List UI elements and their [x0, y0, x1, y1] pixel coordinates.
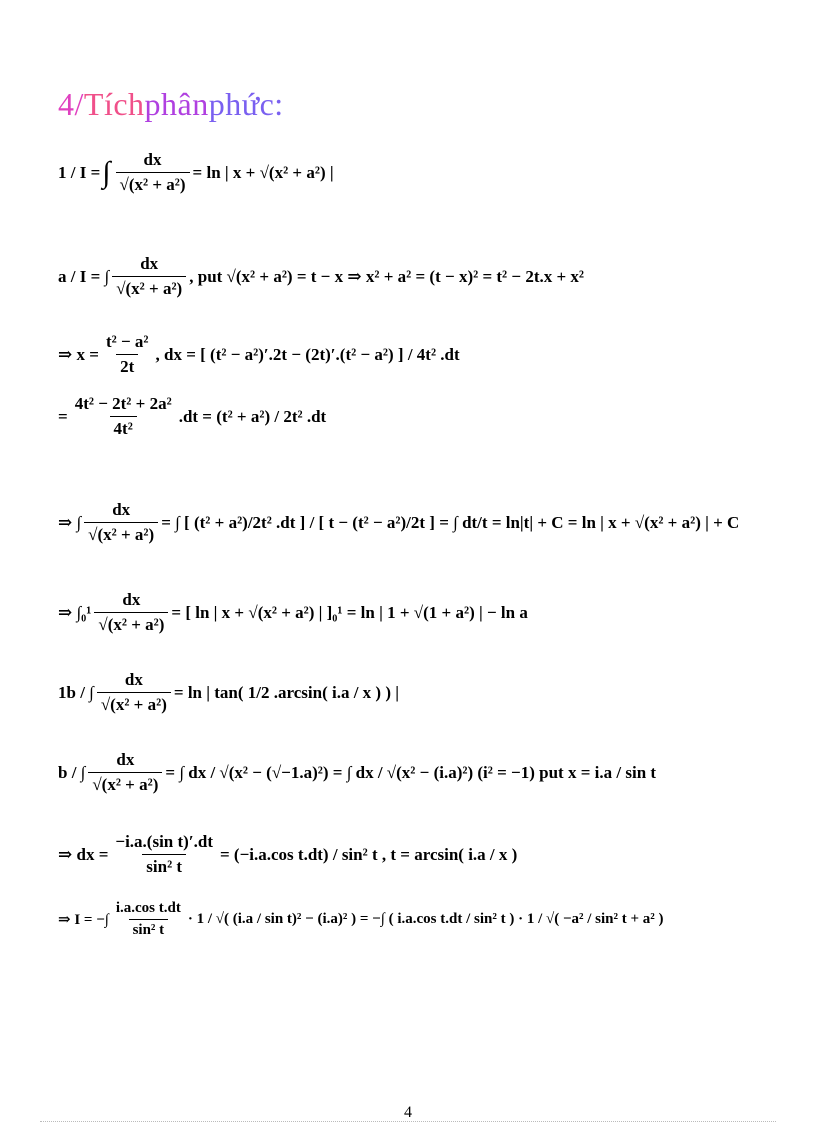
formula-label: 1 / I = — [58, 162, 101, 182]
heading-part: phân — [144, 86, 209, 122]
fraction — [102, 332, 153, 377]
formula-rest: = ln | tan( 1/2 .arcsin( i.a / x ) ) | — [173, 682, 399, 702]
fraction — [97, 670, 171, 715]
fraction — [94, 590, 168, 635]
numerator: dx — [112, 500, 131, 519]
section-heading — [58, 86, 284, 123]
denominator: sin² t — [129, 919, 169, 939]
formula-label: ⇒ I = −∫ — [58, 912, 109, 928]
denominator: 4t² — [110, 416, 137, 439]
denominator: √(x² + a²) — [112, 276, 186, 299]
numerator: i.a.cos t.dt — [115, 900, 181, 916]
formula-rest: .dt = (t² + a²) / 2t² .dt — [178, 406, 327, 426]
formula-label: b / ∫ — [58, 762, 86, 782]
heading-part: phức: — [208, 86, 284, 122]
formula-line — [58, 900, 664, 939]
denominator: √(x² + a²) — [94, 612, 168, 635]
numerator: t² − a² — [105, 332, 149, 351]
numerator: dx — [143, 150, 162, 169]
denominator: sin² t — [142, 854, 186, 877]
formula-line — [58, 750, 656, 795]
heading-part: 4/ — [58, 86, 84, 122]
formula-line — [58, 590, 528, 635]
formula-label: ⇒ dx = — [58, 844, 109, 864]
formula-label: ⇒ ∫₀¹ — [58, 602, 92, 622]
footer-divider — [40, 1121, 776, 1122]
formula-line — [58, 670, 399, 715]
fraction — [116, 150, 190, 195]
heading-part: Tích — [83, 86, 145, 122]
numerator: −i.a.(sin t)′.dt — [115, 832, 213, 851]
numerator: 4t² − 2t² + 2a² — [74, 394, 172, 413]
formula-label: ⇒ ∫ — [58, 512, 82, 532]
denominator: √(x² + a²) — [97, 692, 171, 715]
formula-rest: · 1 / √( (i.a / sin t)² − (i.a)² ) = −∫ ( i.a.cos t.dt / sin² t ) · 1 / √( −a² / sin² t + a² ) — [187, 911, 664, 927]
formula-label: ⇒ x = — [58, 344, 99, 364]
fraction — [111, 832, 217, 877]
formula-label: = — [58, 406, 68, 426]
numerator: dx — [122, 590, 141, 609]
denominator: √(x² + a²) — [88, 772, 162, 795]
formula-line — [58, 150, 334, 195]
denominator: √(x² + a²) — [84, 522, 158, 545]
numerator: dx — [116, 750, 135, 769]
formula-label: 1b / ∫ — [58, 682, 94, 702]
formula-line — [58, 500, 739, 545]
fraction — [112, 254, 186, 299]
numerator: dx — [140, 254, 159, 273]
formula-line — [58, 394, 326, 439]
formula-line — [58, 332, 460, 377]
integral-sign: ∫ — [102, 155, 111, 189]
formula-rest: = [ ln | x + √(x² + a²) | ]₀¹ = ln | 1 + √(1 + a²) | − ln a — [171, 602, 528, 622]
denominator: √(x² + a²) — [116, 172, 190, 195]
formula-label: a / I = ∫ — [58, 266, 110, 286]
denominator: 2t — [116, 354, 138, 377]
formula-rest: = (−i.a.cos t.dt) / sin² t , t = arcsin( i.a / x ) — [219, 844, 518, 864]
fraction — [84, 500, 158, 545]
formula-line — [58, 832, 517, 877]
formula-rest: , put √(x² + a²) = t − x ⇒ x² + a² = (t − x)² = t² − 2t.x + x² — [189, 266, 585, 286]
numerator: dx — [124, 670, 143, 689]
formula-rest: = ln | x + √(x² + a²) | — [192, 162, 334, 182]
formula-rest: = ∫ dx / √(x² − (√−1.a)²) = ∫ dx / √(x² − (i.a)²) (i² = −1) put x = i.a / sin t — [165, 762, 657, 782]
formula-rest: = ∫ [ (t² + a²)/2t² .dt ] / [ t − (t² − a²)/2t ] = ∫ dt/t = ln|t| + C = ln | x + √(x² + a²) | + C — [161, 512, 740, 532]
fraction — [112, 900, 185, 939]
formula-rest: , dx = [ (t² − a²)′.2t − (2t)′.(t² − a²) ] / 4t² .dt — [155, 344, 460, 364]
page-number: 4 — [404, 1104, 412, 1121]
fraction — [71, 394, 176, 439]
formula-line — [58, 254, 584, 299]
fraction — [88, 750, 162, 795]
